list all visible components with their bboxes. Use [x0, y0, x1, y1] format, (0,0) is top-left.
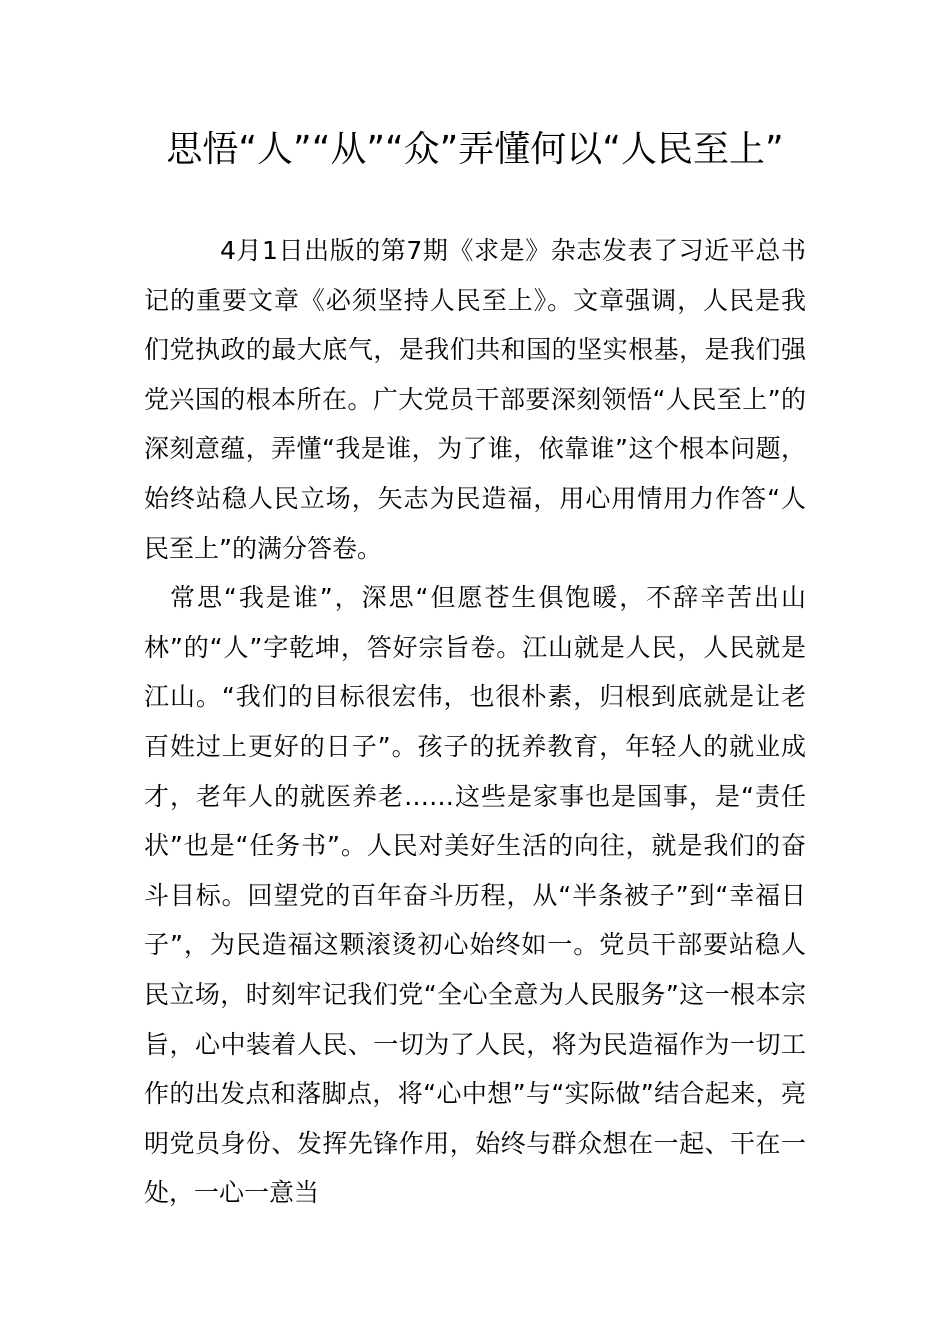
paragraph-intro: 4月1日出版的第7期《求是》杂志发表了习近平总书记的重要文章《必须坚持人民至上》。文章强调，人民是我们党执政的最大底气，是我们共和国的坚实根基，是我们强党兴国的根本所在。广大党员干部要深刻领悟“人民至上”的深刻意蕴，弄懂“我是谁，为了谁，依靠谁”这个根本问题，始终站稳人民立场，矢志为民造福，用心用情用力作答“人民至上”的满分答卷。 — [144, 236, 806, 563]
document-body — [144, 226, 806, 1218]
document-title: 思悟“人”“从”“众”弄懂何以“人民至上” — [166, 129, 784, 170]
paragraph-who-am-i: 常思“我是谁”，深思“但愿苍生俱饱暖，不辞辛苦出山林”的“人”字乾坤，答好宗旨卷。江山就是人民，人民就是江山。“我们的目标很宏伟，也很朴素，归根到底就是让老百姓过上更好的日子”。孩子的抚养教育，年轻人的就业成才，老年人的就医养老……这些是家事也是国事，是“责任状”也是“任务书”。人民对美好生活的向往，就是我们的奋斗目标。回望党的百年奋斗历程，从“半条被子”到“幸福日子”，为民造福这颗滚烫初心始终如一。党员干部要站稳人民立场，时刻牢记我们党“全心全意为人民服务”这一根本宗旨，心中装着人民、一切为了人民，将为民造福作为一切工作的出发点和落脚点，将“心中想”与“实际做”结合起来，亮明党员身份、发挥先锋作用，始终与群众想在一起、干在一处，一心一意当 — [144, 583, 806, 1208]
